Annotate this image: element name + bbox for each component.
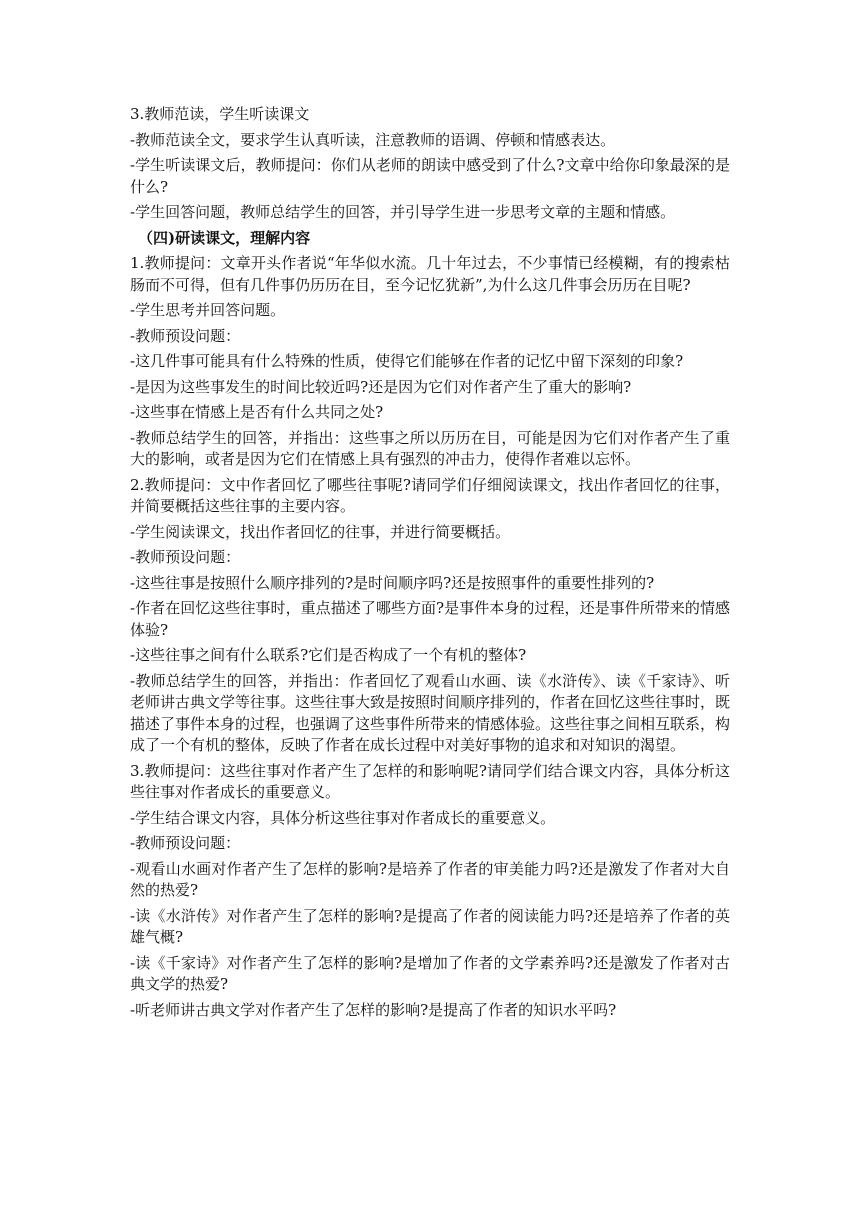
paragraph: -这几件事可能具有什么特殊的性质，使得它们能够在作者的记忆中留下深刻的印象? [130,352,684,370]
paragraph: -学生阅读课文，找出作者回忆的往事，并进行简要概括。 [130,522,511,541]
paragraph: -是因为这些事发生的时间比较近吗?还是因为它们对作者产生了重大的影响? [130,377,632,396]
section-heading: （四)研读课文，理解内容 [138,228,311,247]
paragraph: -学生结合课文内容，具体分析这些往事对作者成长的重要意义。 [130,808,556,827]
paragraph: -教师总结学生的回答，并指出：作者回忆了观看山水画、读《水浒传》、读《千家诗》、听老师讲古典文学等往事。这些往事大致是按照时间顺序排列的，作者在回忆这些往事时，既描述了事件本身的过程，也强调了这些事件所带来的情感体验。这些往事之间相互联系，构成了一个有机的整体，反映了作者在成长过程中对美好事物的追求和对知识的渴望。 [130,671,731,754]
paragraph: -观看山水画对作者产生了怎样的影响?是培养了作者的审美能力吗?还是激发了作者对大自然的热爱? [130,859,730,899]
paragraph: -教师预设问题： [130,548,241,566]
paragraph: -作者在回忆这些往事时，重点描述了哪些方面?是事件本身的过程，还是事件所带来的情感体验? [130,599,730,639]
paragraph: 1.教师提问：文章开头作者说“年华似水流。几十年过去，不少事情已经模糊，有的搜索枯肠而不可得，但有几件事仍历历在目，至今记忆犹新”,为什么这几件事会历历在目呢? [130,254,730,294]
paragraph: -学生回答问题，教师总结学生的回答，并引导学生进一步思考文章的主题和情感。 [130,203,676,221]
paragraph: 3.教师提问：这些往事对作者产生了怎样的和影响呢?请同学们结合课文内容，具体分析这些往事对作者成长的重要意义。 [130,761,730,801]
paragraph: -学生思考并回答问题。 [130,301,286,319]
paragraph: -教师范读全文，要求学生认真听读，注意教师的语调、停顿和情感表达。 [130,130,616,149]
paragraph: -读《千家诗》对作者产生了怎样的影响?是增加了作者的文学素养吗?还是激发了作者对古典文学的热爱? [130,953,730,993]
paragraph: -这些往事是按照什么顺序排列的?是时间顺序吗?还是按照事件的重要性排列的? [130,573,655,592]
paragraph: 3.教师范读，学生听读课文 [130,105,310,123]
paragraph: -这些事在情感上是否有什么共同之处? [130,403,384,421]
paragraph: -教师总结学生的回答，并指出：这些事之所以历历在目，可能是因为它们对作者产生了重大的影响，或者是因为它们在情感上具有强烈的冲击力，使得作者难以忘怀。 [130,428,730,468]
paragraph: -教师预设问题： [130,326,241,345]
document-body [130,104,730,1021]
paragraph: -学生听读课文后，教师提问：你们从老师的朗读中感受到了什么?文章中给你印象最深的是什么? [130,156,730,196]
document-page [130,104,730,1025]
paragraph: -教师预设问题： [130,834,241,852]
paragraph: -读《水浒传》对作者产生了怎样的影响?是提高了作者的阅读能力吗?还是培养了作者的英雄气概? [130,906,730,946]
paragraph: -听老师讲古典文学对作者产生了怎样的影响?是提高了作者的知识水平吗? [130,1000,617,1019]
paragraph: -这些往事之间有什么联系?它们是否构成了一个有机的整体? [130,646,527,664]
paragraph: 2.教师提问：文中作者回忆了哪些往事呢?请同学们仔细阅读课文，找出作者回忆的往事，并简要概括这些往事的主要内容。 [130,475,730,515]
